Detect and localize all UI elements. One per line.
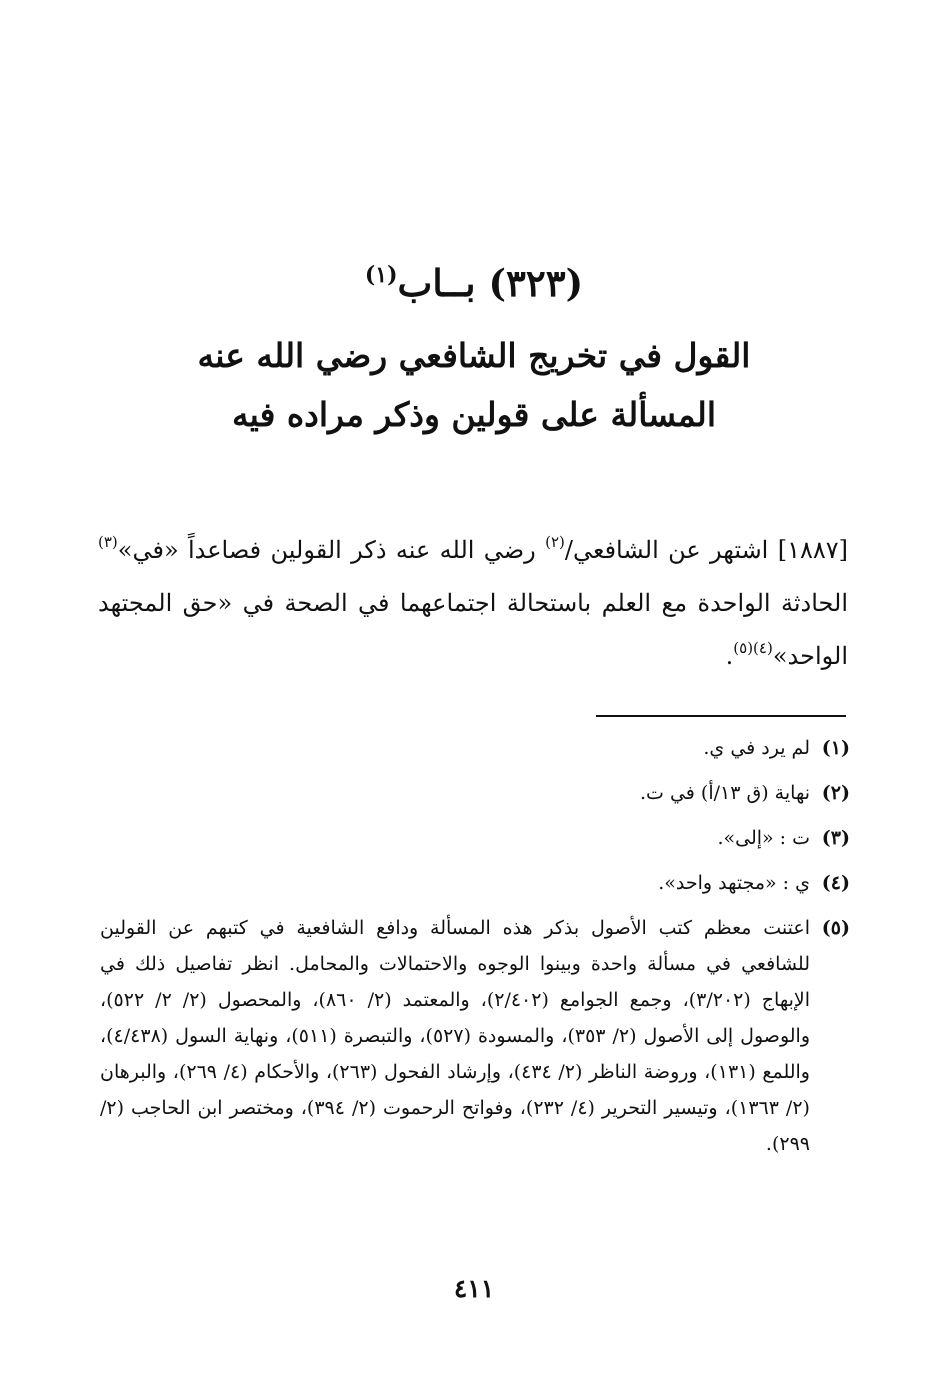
main-paragraph [98,524,848,683]
footnote [100,820,850,856]
paragraph-segment: [١٨٨٧] اشتهر عن الشافعي/ [564,536,848,564]
footnote-ref: (٣) [98,533,118,551]
footnote-text: ي : «مجتهد واحد». [658,872,810,894]
chapter-title-line-2: المسألة على قولين وذكر مراده فيه [231,395,717,434]
chapter-title-line-1: القول في تخريج الشافعي رضي الله عنه [197,336,751,375]
paragraph-segment: الحادثة الواحدة مع العلم باستحالة اجتماعهما في الصحة في «حق المجتهد الواحد» [98,589,848,670]
chapter-footnote-ref: (١) [364,262,398,288]
page-number: ٤١١ [453,1274,495,1303]
paragraph-segment: رضي الله عنه ذكر القولين فصاعداً «في» [117,536,546,564]
footnote-number: (٥) [821,917,850,939]
footnote-ref: (٤) [753,639,773,657]
footnote [100,730,850,766]
footnote-ref: (٥) [733,639,754,657]
footnotes-section [100,730,850,1162]
chapter-word: بــاب [397,261,476,305]
paragraph-segment: . [725,642,734,670]
footnote-number: (٢) [821,782,850,804]
chapter-heading [0,258,948,308]
footnote-number: (٤) [821,872,850,894]
footnote-ref: (٢) [545,533,565,551]
footnote [100,775,850,811]
footnote-number: (١) [821,737,850,759]
footnote-text: نهاية (ق ١٣/أ) في ت. [640,782,810,804]
footnote-text: لم يرد في ي. [703,737,810,759]
footnote [100,865,850,901]
footnote-separator [596,715,846,717]
chapter-number: (٣٢٣) [488,261,584,305]
footnote-text: اعتنت معظم كتب الأصول بذكر هذه المسألة ودافع الشافعية في كتبهم عن القولين للشافعي في مسألة واحدة وبينوا الوجوه والاحتمالات والمحامل. انظر تفاصيل ذلك في الإبهاج (٣/٢٠٢)، وجمع الجوامع (٢/٤٠٢)، والمعتمد (٢/ ٨٦٠)، والمحصول (٢/ ٢/ ٥٢٢)، والوصول إلى الأصول (٢/ ٣٥٣)، والمسودة (٥٢٧)، والتبصرة (٥١١)، ونهاية السول (٤/٤٣٨)، واللمع (١٣١)، وروضة الناظر (٢/ ٤٣٤)، وإرشاد الفحول (٢٦٣)، والأحكام (٤/ ٢٦٩)، والبرهان (٢/ ١٣٦٣)، وتيسير التحرير (٤/ ٢٣٢)، وفواتح الرحموت (٢/ ٣٩٤)، ومختصر ابن الحاجب (٢/ ٢٩٩). [100,917,810,1155]
footnote [100,910,850,1162]
footnote-text: ت : «إلى». [717,827,810,849]
footnote-number: (٣) [821,827,850,849]
